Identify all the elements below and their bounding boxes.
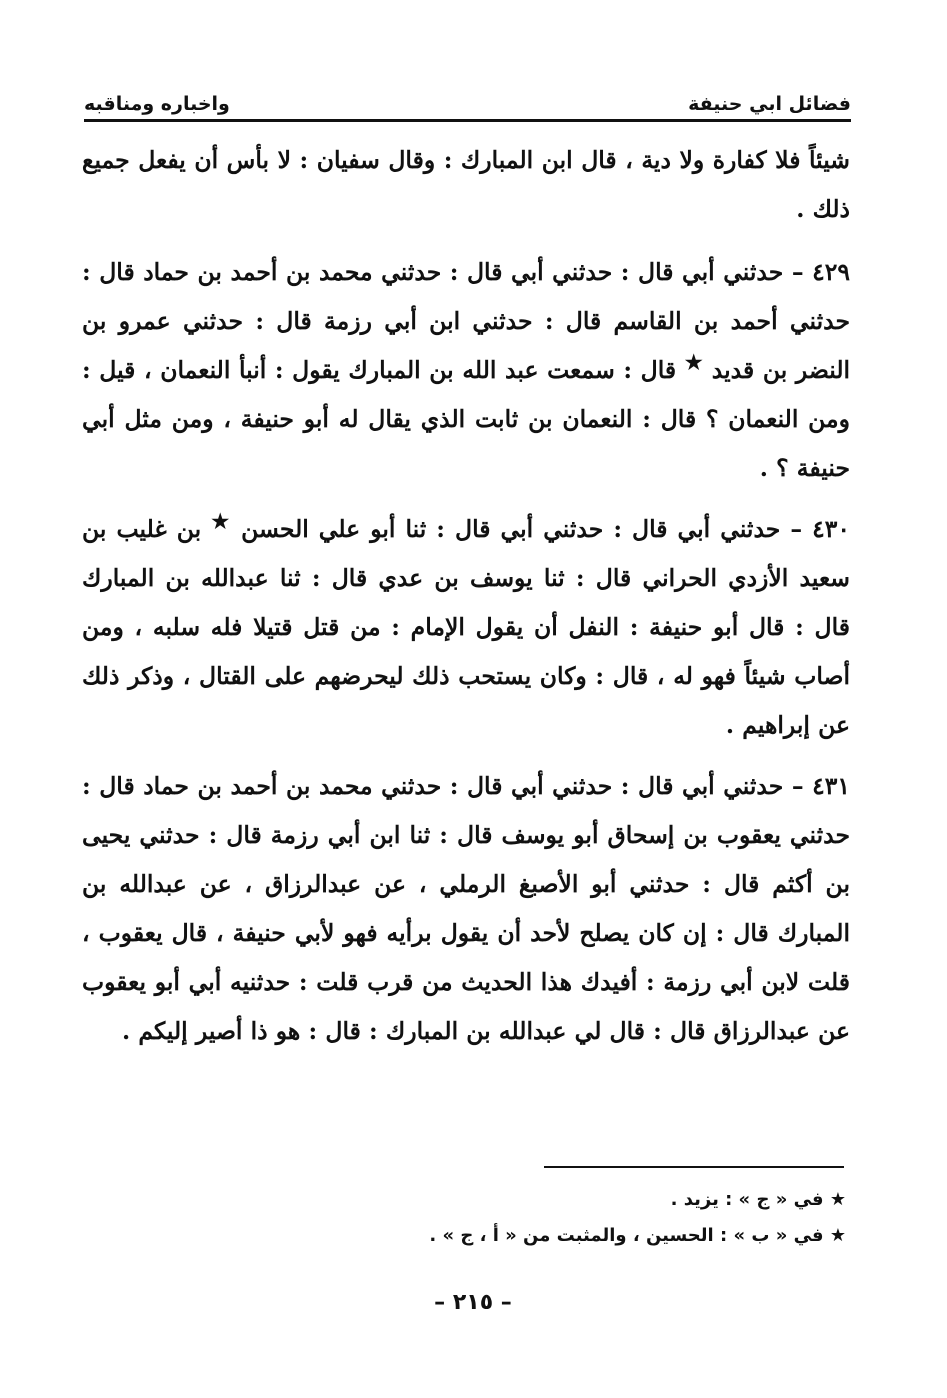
hadith-number: ٤٣١ <box>812 772 851 800</box>
hadith-text-part1: – حدثني أبي قال : حدثني أبي قال : حدثني محمد بن أحمد بن حماد قال : حدثني أحمد بن القاسم قال : حدثني ابن أبي رزمة قال : حدثني عمرو بن النضر بن قديد <box>82 258 851 384</box>
footnote-divider <box>544 1166 844 1168</box>
hadith-number: ٤٢٩ <box>812 258 851 286</box>
header-subtitle: واخباره ومناقبه <box>84 93 230 115</box>
page-number: – ٢١٥ – <box>434 1290 512 1315</box>
header-book-title: فضائل ابي حنيفة <box>688 93 851 115</box>
hadith-431 <box>82 762 850 1056</box>
footnote-star-icon: ★ <box>211 509 232 534</box>
hadith-430 <box>82 505 850 750</box>
hadith-429 <box>82 248 850 493</box>
footnote-2: ★ في « ب » : الحسين ، والمثبت من « أ ، ج » . <box>429 1225 846 1246</box>
hadith-text-part2: بن غليب بن سعيد الأزدي الحراني قال : ثنا يوسف بن عدي قال : ثنا عبدالله بن المبارك قال : قال أبو حنيفة : النفل أن يقول الإمام : من قتل قتيلا فله سلبه ، ومن أصاب شيئاً فهو له ، قال : وكان يستحب ذلك ليحرضهم على القتال ، وذكر ذلك عن إبراهيم . <box>82 515 850 739</box>
footnote-star-icon: ★ <box>684 350 704 375</box>
footnotes <box>300 1182 846 1254</box>
hadith-text: – حدثني أبي قال : حدثني أبي قال : حدثني محمد بن أحمد بن حماد قال : حدثني يعقوب بن إسحاق أبو يوسف قال : ثنا ابن أبي رزمة قال : حدثني يحيى بن أكثم قال : حدثني أبو الأصبغ الرملي ، عن عبدالرزاق ، عن عبدالله بن المبارك قال : إن كان يصلح لأحد أن يقول برأيه فهو لأبي حنيفة ، قال يعقوب ، قلت لابن أبي رزمة : أفيدك هذا الحديث من قرب قلت : حدثنيه أبي أبو يعقوب عن عبدالرزاق قال : قال لي عبدالله بن المبارك : قال : هو ذا أصير إليكم . <box>82 772 850 1045</box>
hadith-text-part1: – حدثني أبي قال : حدثني أبي قال : ثنا أبو علي الحسن <box>241 515 803 543</box>
main-text <box>82 136 850 1068</box>
footnote-1: ★ في « ج » : يزيد . <box>670 1189 846 1210</box>
hadith-number: ٤٣٠ <box>812 515 851 543</box>
running-header <box>84 78 851 122</box>
paragraph-continuation: شيئاً فلا كفارة ولا دية ، قال ابن المبارك : وقال سفيان : لا بأس أن يفعل جميع ذلك . <box>82 146 850 223</box>
hadith-text-part2: قال : سمعت عبد الله بن المبارك يقول : أنبأ النعمان ، قيل : ومن النعمان ؟ قال : النعمان بن ثابت الذي يقال له أبو حنيفة ، ومن مثل أبي حنيفة ؟ . <box>82 356 850 482</box>
